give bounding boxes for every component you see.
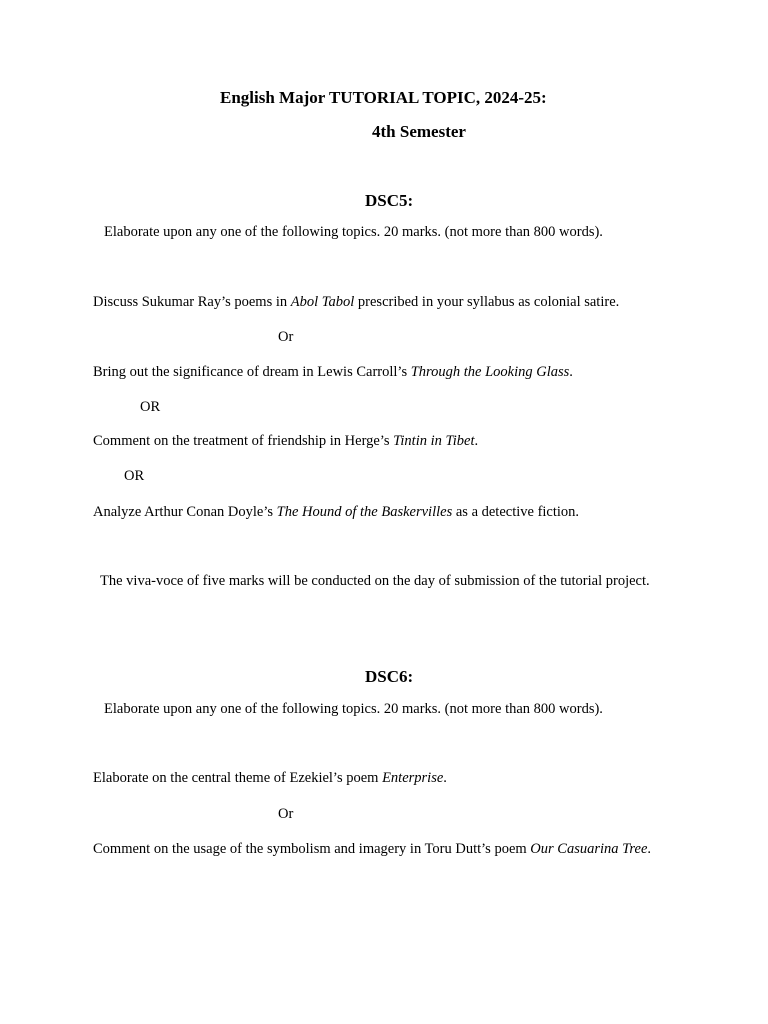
- dsc5-or-3: OR: [124, 468, 145, 484]
- dsc5-topic-2: Bring out the significance of dream in Lewis Carroll’s Through the Looking Glass.: [93, 364, 573, 380]
- dsc6-topic-2: Comment on the usage of the symbolism and imagery in Toru Dutt’s poem Our Casuarina Tree.: [93, 841, 652, 857]
- dsc5-topic-4: Analyze Arthur Conan Doyle’s The Hound of the Baskervilles as a detective fiction.: [93, 504, 580, 520]
- dsc5-heading: DSC5:: [365, 191, 414, 210]
- dsc6-topic-1: Elaborate on the central theme of Ezekiel’s poem Enterprise.: [93, 770, 447, 786]
- document-title: English Major TUTORIAL TOPIC, 2024-25:: [220, 88, 547, 107]
- dsc6-or-1: Or: [278, 806, 294, 822]
- dsc6-heading: DSC6:: [365, 667, 414, 686]
- semester-label: 4th Semester: [372, 122, 466, 141]
- dsc6-instruction: Elaborate upon any one of the following topics. 20 marks. (not more than 800 words).: [104, 701, 603, 717]
- dsc5-or-2: OR: [140, 399, 161, 415]
- dsc5-instruction: Elaborate upon any one of the following topics. 20 marks. (not more than 800 words).: [104, 224, 603, 240]
- dsc5-or-1: Or: [278, 329, 294, 345]
- dsc5-topic-1: Discuss Sukumar Ray’s poems in Abol Tabol prescribed in your syllabus as colonial satire.: [93, 294, 620, 310]
- dsc5-viva-note: The viva-voce of five marks will be conducted on the day of submission of the tutorial project.: [100, 573, 650, 589]
- dsc5-topic-3: Comment on the treatment of friendship in Herge’s Tintin in Tibet.: [93, 433, 479, 449]
